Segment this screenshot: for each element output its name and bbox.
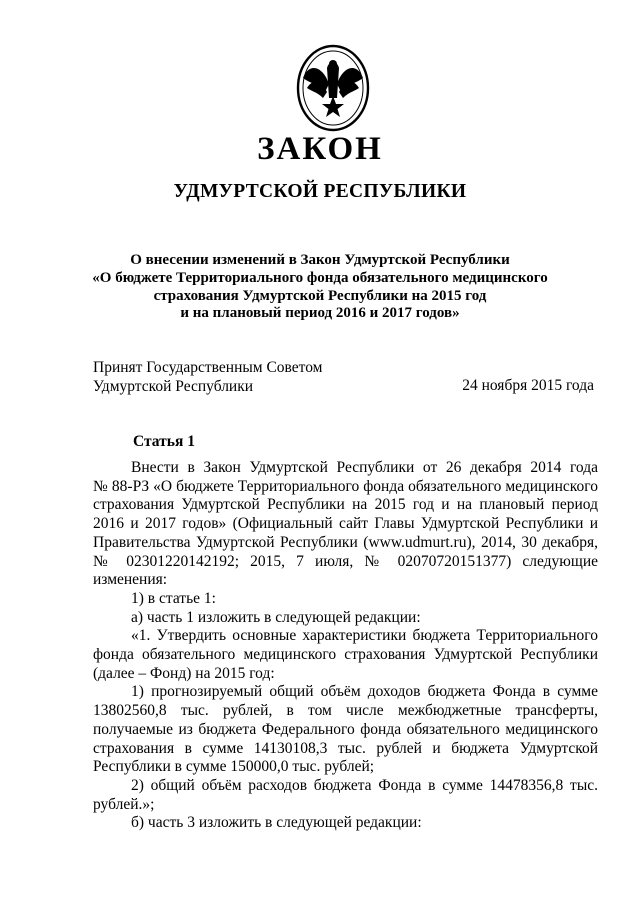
body-line: б) часть 3 изложить в следующей редакции: <box>131 814 422 832</box>
body-line: «1. Утвердить основные характеристики бюджета Территориального <box>131 627 598 645</box>
subject-line: страхования Удмуртской Республики на 2015 год <box>153 287 487 304</box>
body-line: № 02301220142192; 2015, 7 июля, № 02070720151377) следующие <box>93 552 598 570</box>
body-line: изменения: <box>93 571 168 589</box>
subject-line: и на плановый период 2016 и 2017 годов» <box>180 305 460 322</box>
body-line: фонда обязательного медицинского страхования Удмуртской Республики <box>93 646 598 664</box>
body-line: Республики в сумме 150000,0 тыс. рублей; <box>93 758 375 776</box>
body-line: а) часть 1 изложить в следующей редакции: <box>131 608 421 626</box>
body-line: Внести в Закон Удмуртской Республики от 26 декабря 2014 года <box>131 459 598 476</box>
body-line: страхования в сумме 14130108,3 тыс. рублей и бюджета Удмуртской <box>93 739 598 757</box>
subject-line: О внесении изменений в Закон Удмуртской Республики <box>130 252 510 268</box>
article-body <box>93 459 598 833</box>
body-line: 1) в статье 1: <box>131 589 216 607</box>
adoption-body <box>93 358 323 396</box>
body-line: 1) прогнозируемый общий объём доходов бюджета Фонда в сумме <box>131 683 598 701</box>
article-heading: Статья 1 <box>133 433 195 450</box>
body-line: № 88-РЗ «О бюджете Территориального фонда обязательного медицинского <box>93 477 598 495</box>
republic-subtitle: УДМУРТСКОЙ РЕСПУБЛИКИ <box>173 181 467 202</box>
body-line: (далее – Фонд) на 2015 год: <box>93 664 275 682</box>
law-subject <box>0 252 640 323</box>
coat-of-arms-emblem <box>295 44 371 132</box>
adoption-line: Удмуртской Республики <box>93 378 254 395</box>
law-title: ЗАКОН <box>257 131 383 167</box>
body-line: Правительства Удмуртской Республики (www.udmurt.ru), 2014, 30 декабря, <box>93 533 598 551</box>
body-line: рублей.»; <box>93 795 155 813</box>
body-line: получаемые из бюджета Федерального фонда обязательного медицинского <box>93 720 598 738</box>
adoption-line: Принят Государственным Советом <box>93 359 323 376</box>
body-line: страхования Удмуртской Республики на 2015 год и на плановый период <box>93 496 598 514</box>
subject-line: «О бюджете Территориального фонда обязательного медицинского <box>92 269 548 286</box>
adoption-date: 24 ноября 2015 года <box>462 377 594 394</box>
body-line: 2) общий объём расходов бюджета Фонда в сумме 14478356,8 тыс. <box>131 776 598 794</box>
body-line: 2016 и 2017 годов» (Официальный сайт Главы Удмуртской Республики и <box>93 515 598 533</box>
body-line: 13802560,8 тыс. рублей, в том числе межбюджетные трансферты, <box>93 702 598 720</box>
